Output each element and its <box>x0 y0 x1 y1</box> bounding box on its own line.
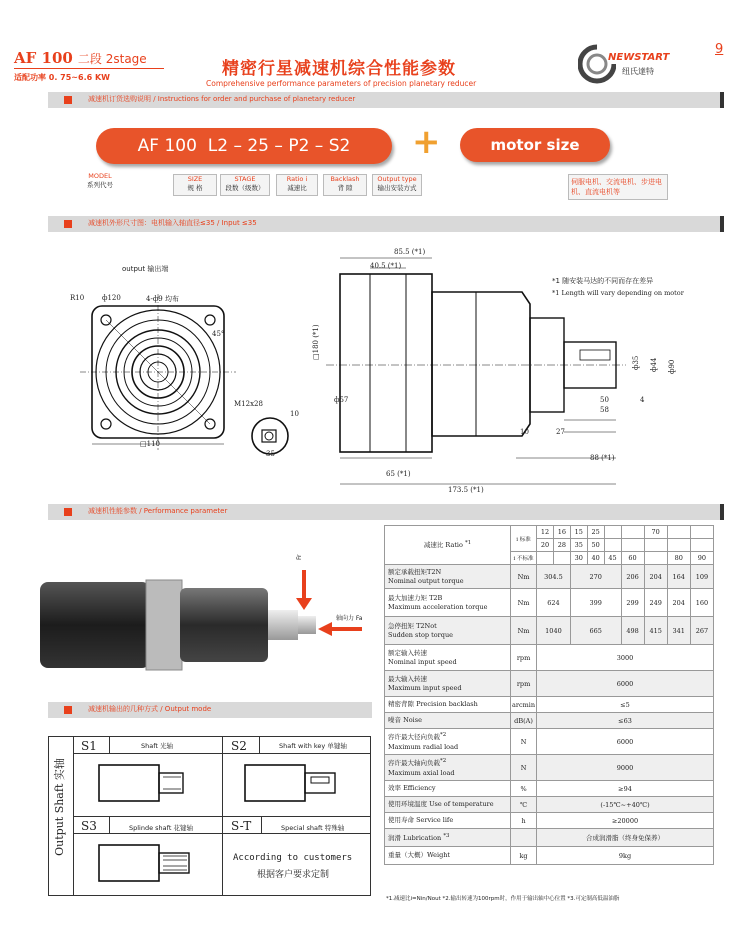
mode-st-desc: Special shaft 特殊轴 <box>281 824 345 832</box>
ratio-header <box>385 526 511 565</box>
ratio-cell: 28 <box>553 539 570 552</box>
ratio-cell: 40 <box>587 552 604 565</box>
param-unit: N <box>511 755 537 781</box>
param-value: 3000 <box>537 645 714 671</box>
table-footnote: *1.减速比i=Nin/Nout *2.输出转速为100rpm时，作用于输出轴中心位置 *3.可定制高低温油脂 <box>386 896 620 902</box>
code-output: S2 <box>328 136 351 156</box>
param-value: 206 <box>621 565 644 589</box>
caption-en: Ratio i <box>286 175 308 183</box>
plus-icon: + <box>412 122 441 162</box>
dim-10b: 10 <box>520 428 529 436</box>
dim-50: 50 <box>600 396 609 404</box>
caption-output <box>372 174 422 196</box>
axial-force-arrow-icon <box>318 622 362 636</box>
model-heading <box>14 48 147 67</box>
param-value: ≤5 <box>537 697 714 713</box>
param-value: 合成润滑脂（终身免保养） <box>537 829 714 847</box>
param-value: 665 <box>570 617 621 645</box>
ratio-cell: 90 <box>690 552 713 565</box>
mode-s2-code: S2 <box>231 739 247 753</box>
param-unit: arcmin <box>511 697 537 713</box>
param-name: 最大输入转速 Maximum input speed <box>385 671 511 697</box>
plain-shaft-icon <box>93 761 213 805</box>
brand-mark-icon <box>578 44 616 84</box>
dim-35: 35 <box>266 450 275 458</box>
caption-model <box>78 172 122 194</box>
brand-name-cn: 纽氏達特 <box>622 67 654 76</box>
product-photo <box>30 560 330 690</box>
param-name: 最大加速力矩 T2B Maximum acceleration torque <box>385 589 511 617</box>
dim-27: 27 <box>556 428 565 436</box>
mode-s1-desc: Shaft 光轴 <box>141 742 174 750</box>
section-bar-dims <box>48 216 720 232</box>
param-value: 9000 <box>537 755 714 781</box>
ratio-cell <box>690 526 713 539</box>
ratio-cell: 80 <box>667 552 690 565</box>
footnote-mark: *1 <box>465 540 472 547</box>
ratio-cell <box>644 539 667 552</box>
table-row <box>385 617 714 645</box>
caption-en: MODEL <box>88 172 112 180</box>
bullet-square-icon <box>64 706 72 714</box>
table-row <box>385 713 714 729</box>
order-code-pill <box>96 128 392 164</box>
ratio-cell: 35 <box>570 539 587 552</box>
param-name: 额定承载扭矩T2N Nominal output torque <box>385 565 511 589</box>
table-row <box>385 565 714 589</box>
param-value: 6000 <box>537 729 714 755</box>
ratio-cell <box>537 552 554 565</box>
param-unit: rpm <box>511 645 537 671</box>
caption-en: STAGE <box>234 175 256 183</box>
dim-88: 88 (*1) <box>590 454 615 462</box>
mode-st-code: S-T <box>231 819 252 833</box>
brand-logo <box>578 44 678 84</box>
param-value: 109 <box>690 565 713 589</box>
dim-45deg: 45° <box>212 330 225 338</box>
caption-stage <box>220 174 270 196</box>
motor-size-label: motor size <box>490 136 580 154</box>
ratio-cell: 30 <box>570 552 587 565</box>
caption-cn: 减速比 <box>287 184 307 192</box>
table-row <box>385 813 714 829</box>
param-name: 容许最大径向负载$^{*2}$ Maximum radial load <box>385 729 511 755</box>
param-value: 304.5 <box>537 565 571 589</box>
param-value: 204 <box>644 565 667 589</box>
param-value: 249 <box>644 589 667 617</box>
stage-label: 二段 2stage <box>77 52 147 66</box>
caption-en: SIZE <box>187 175 203 183</box>
code-dash: – <box>274 136 283 156</box>
mode-s2-desc: Shaft with key 单键轴 <box>279 742 347 750</box>
radial-force-label: Fr <box>296 554 303 560</box>
heading-underline <box>14 68 164 69</box>
ratio-cell <box>604 539 621 552</box>
code-size: L2 <box>207 136 229 156</box>
dim-4: 4 <box>640 396 645 404</box>
dim-phi44: ф44 <box>650 357 658 372</box>
dim-85-5: 85.5 (*1) <box>394 248 426 256</box>
ratio-cell: 12 <box>537 526 554 539</box>
code-backlash: P2 <box>288 136 310 156</box>
section-bar-perf <box>48 504 720 520</box>
bullet-square-icon <box>64 96 72 104</box>
dim-phi35: ф35 <box>632 355 640 370</box>
param-value: 498 <box>621 617 644 645</box>
dim-m12: M12x28 <box>234 400 263 408</box>
ratio-cell: 15 <box>570 526 587 539</box>
param-value: ≥94 <box>537 781 714 797</box>
param-name: 效率 Efficiency <box>385 781 511 797</box>
output-modes-box <box>48 736 371 896</box>
drawing-note-cn: *1 随安装马达的不同而存在差异 <box>552 277 654 285</box>
param-unit: Nm <box>511 589 537 617</box>
table-row <box>385 755 714 781</box>
code-ratio: 25 <box>247 136 269 156</box>
param-name: 急停扭矩 T2Not Sudden stop torque <box>385 617 511 645</box>
section-title: 减速机输出的几种方式 / Output mode <box>88 705 212 713</box>
caption-cn: 段数（级数） <box>225 184 265 192</box>
custom-note-en: According to customers <box>233 853 353 863</box>
bullet-square-icon <box>64 220 72 228</box>
param-unit: Nm <box>511 565 537 589</box>
caption-size <box>173 174 217 196</box>
bullet-square-icon <box>64 508 72 516</box>
param-name: 使用环境温度 Use of temperature <box>385 797 511 813</box>
page-title-cn: 精密行星减速机综合性能参数 <box>222 59 456 79</box>
motor-size-pill <box>460 128 610 162</box>
ratio-cell <box>690 539 713 552</box>
dim-phi57: ф57 <box>334 396 349 404</box>
performance-table <box>384 525 714 865</box>
param-name: 精密背隙 Precision backlash <box>385 697 511 713</box>
brand-name: NEWSTART <box>608 52 670 63</box>
dim-10: 10 <box>290 410 299 418</box>
table-row <box>385 781 714 797</box>
section-bar-order <box>48 92 720 108</box>
mode-s3-code: S3 <box>81 819 97 833</box>
param-value: 1040 <box>537 617 571 645</box>
dim-40-5: 40.5 (*1) <box>370 262 402 270</box>
param-value: 204 <box>667 589 690 617</box>
caption-cn: 输出安装方式 <box>377 184 417 192</box>
table-row <box>385 671 714 697</box>
mode-s1-code: S1 <box>81 739 97 753</box>
param-value: 415 <box>644 617 667 645</box>
dim-phi90: ф90 <box>668 359 676 374</box>
ratio-cell: 50 <box>587 539 604 552</box>
side-view-drawing <box>326 252 696 492</box>
ratio-cell: 25 <box>587 526 604 539</box>
table-row <box>385 589 714 617</box>
dim-holes: 4-ф9 均布 <box>146 295 179 303</box>
param-value: 399 <box>570 589 621 617</box>
table-row <box>385 645 714 671</box>
spline-shaft-icon <box>93 841 213 885</box>
page-title-en: Comprehensive performance parameters of precision planetary reducer <box>206 79 477 88</box>
caption-cn: 系列代号 <box>87 181 113 189</box>
caption-backlash <box>323 174 367 196</box>
param-name: 容许最大轴向负载$^{*2}$ Maximum axial load <box>385 755 511 781</box>
output-label: output 输出端 <box>122 265 169 273</box>
table-row <box>385 697 714 713</box>
custom-note-cn: 根据客户要求定制 <box>257 870 330 880</box>
param-value: 341 <box>667 617 690 645</box>
ratio-cell: 20 <box>537 539 554 552</box>
model-name: AF 100 <box>14 49 73 67</box>
param-unit <box>511 829 537 847</box>
param-unit: kg <box>511 847 537 865</box>
i-std-label: i 标准 <box>511 526 537 552</box>
param-unit: N <box>511 729 537 755</box>
param-unit: ℃ <box>511 797 537 813</box>
bar-end-mark <box>720 92 724 108</box>
code-dash: – <box>314 136 324 156</box>
ratio-cell: 16 <box>553 526 570 539</box>
param-name: 重量（大概）Weight <box>385 847 511 865</box>
code-dash: – <box>233 136 242 156</box>
dim-phi120: ф120 <box>102 294 121 302</box>
ratio-label: 减速比 Ratio <box>423 541 463 550</box>
param-name: 额定输入转速 Nominal input speed <box>385 645 511 671</box>
ratio-cell: 60 <box>621 552 644 565</box>
ratio-cell <box>621 539 644 552</box>
i-nonstd-label: i 不标准 <box>511 552 537 565</box>
table-row <box>385 797 714 813</box>
param-value: 164 <box>667 565 690 589</box>
drawing-note-en: *1 Length will vary depending on motor <box>552 289 684 297</box>
output-shaft-side-label: Output Shaft 实轴 <box>53 758 66 856</box>
param-name: 使用寿命 Service life <box>385 813 511 829</box>
page-number: 9 <box>715 42 724 57</box>
caption-en: Backlash <box>330 175 360 183</box>
section-title: 减速机性能参数 / Performance parameter <box>88 507 228 515</box>
param-value: 624 <box>537 589 571 617</box>
dim-65: 65 (*1) <box>386 470 411 478</box>
param-unit: Nm <box>511 617 537 645</box>
param-value: 160 <box>690 589 713 617</box>
ratio-cell <box>644 552 667 565</box>
param-value: ≥20000 <box>537 813 714 829</box>
dim-173-5: 173.5 (*1) <box>448 486 484 494</box>
caption-ratio <box>276 174 318 196</box>
ratio-cell <box>621 526 644 539</box>
param-value: (-15℃~+40℃) <box>537 797 714 813</box>
dim-sq180: □180 (*1) <box>312 324 320 360</box>
motor-types: 伺服电机、交流电机、步进电机、直流电机等 <box>568 174 668 200</box>
param-value: 9kg <box>537 847 714 865</box>
dim-sq110: □110 <box>140 440 160 448</box>
ratio-cell: 45 <box>604 552 621 565</box>
param-unit: dB(A) <box>511 713 537 729</box>
power-range: 适配功率 0. 75~6.6 KW <box>14 73 110 82</box>
mode-s3-desc: Splinde shaft 花键轴 <box>129 824 193 832</box>
param-value: 270 <box>570 565 621 589</box>
section-title: 减速机外形尺寸图：电机输入轴直径≤35 / Input ≤35 <box>88 219 257 227</box>
table-row <box>385 829 714 847</box>
axial-force-label: 轴向力 Fa <box>336 615 363 622</box>
param-value: 6000 <box>537 671 714 697</box>
param-unit: h <box>511 813 537 829</box>
bar-end-mark <box>720 504 724 520</box>
param-value: 267 <box>690 617 713 645</box>
caption-cn: 规 格 <box>187 184 203 192</box>
table-row <box>385 729 714 755</box>
param-name: 润滑 Lubrication $^{*3}$ <box>385 829 511 847</box>
keyed-shaft-icon <box>239 761 359 805</box>
param-value: ≤63 <box>537 713 714 729</box>
front-view-drawing <box>70 284 240 454</box>
section-bar-output <box>48 702 372 718</box>
ratio-cell <box>553 552 570 565</box>
bar-end-mark <box>720 216 724 232</box>
section-title: 减速机订货选购说明 / Instructions for order and purchase of planetary reducer <box>88 95 356 103</box>
ratio-cell <box>667 526 690 539</box>
dim-58: 58 <box>600 406 609 414</box>
radial-force-arrow-icon <box>296 570 312 610</box>
param-unit: rpm <box>511 671 537 697</box>
param-name: 噪音 Noise <box>385 713 511 729</box>
param-value: 299 <box>621 589 644 617</box>
caption-en: Output type <box>377 175 417 183</box>
param-unit: % <box>511 781 537 797</box>
caption-cn: 背 隙 <box>337 184 353 192</box>
ratio-cell <box>667 539 690 552</box>
ratio-cell <box>604 526 621 539</box>
code-model: AF 100 <box>137 136 197 156</box>
dim-r10: R10 <box>70 294 85 302</box>
ratio-cell: 70 <box>644 526 667 539</box>
table-row <box>385 847 714 865</box>
